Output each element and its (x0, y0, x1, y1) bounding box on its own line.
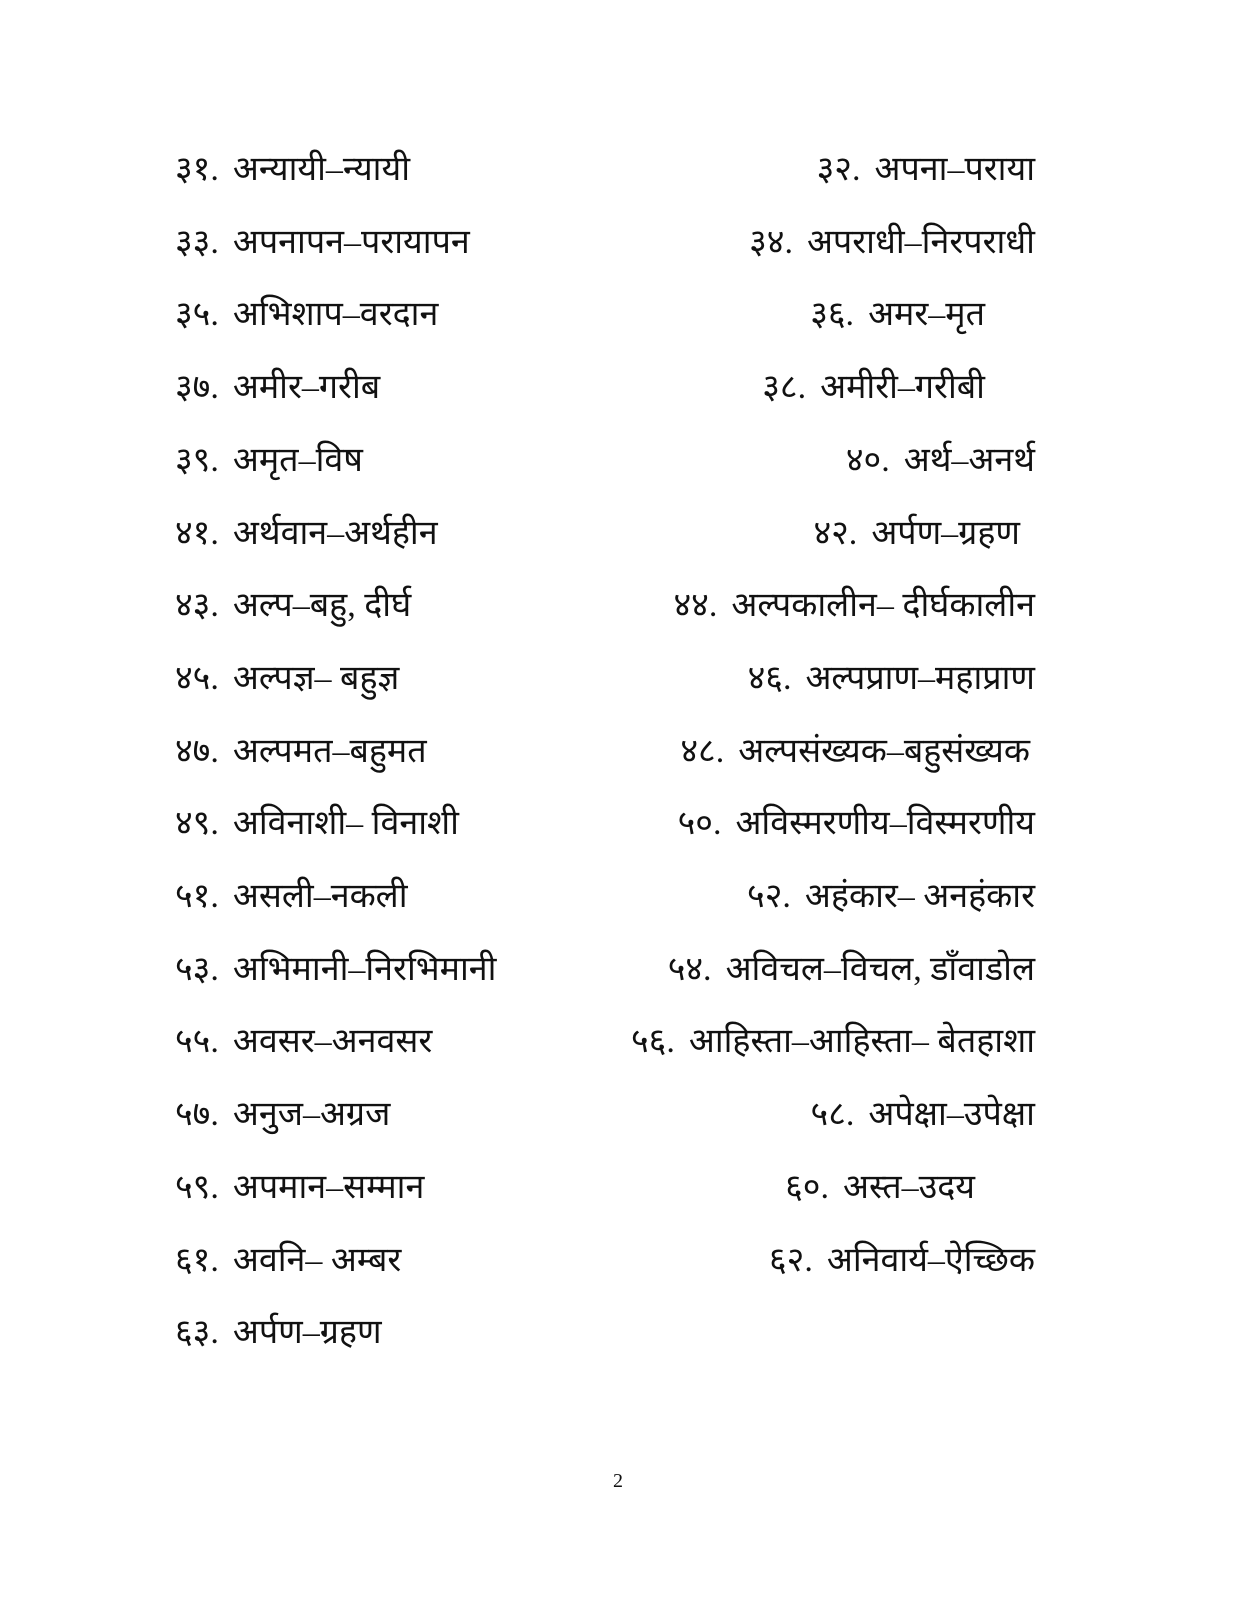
item-antonym-pair: आहिस्ता–आहिस्ता– बेतहाशा (688, 1023, 1035, 1061)
item-number: ३७. (175, 369, 219, 407)
list-item (748, 659, 1035, 699)
item-number: ६३. (175, 1314, 219, 1352)
list-item (175, 877, 408, 917)
list-row (175, 950, 1035, 1010)
item-number: ६०. (785, 1168, 829, 1206)
list-item (749, 223, 1035, 263)
item-antonym-pair: अर्पण–ग्रहण (232, 1314, 382, 1352)
list-row (175, 1241, 1035, 1301)
list-item (175, 514, 438, 554)
item-number: ४०. (845, 441, 890, 479)
item-number: ३६. (810, 296, 855, 334)
list-item (175, 1241, 401, 1281)
list-row (175, 1022, 1035, 1082)
list-item (175, 732, 427, 772)
list-item (175, 1168, 424, 1208)
list-row (175, 368, 1035, 428)
list-item (175, 1022, 432, 1062)
item-antonym-pair: अविनाशी– विनाशी (232, 805, 459, 843)
list-row (175, 1095, 1035, 1155)
list-row (175, 732, 1035, 792)
list-item (175, 586, 411, 626)
list-item (674, 586, 1036, 626)
list-item (678, 804, 1035, 844)
item-number: ३८. (762, 369, 807, 407)
item-number: ४२. (813, 514, 858, 552)
list-item (668, 950, 1035, 990)
list-row (175, 1168, 1035, 1228)
list-item (175, 368, 380, 408)
item-antonym-pair: अल्पज्ञ– बहुज्ञ (232, 659, 400, 697)
item-antonym-pair: अल्प–बहु, दीर्घ (232, 587, 412, 625)
list-item (631, 1022, 1035, 1062)
item-antonym-pair: अविस्मरणीय–विस्मरणीय (735, 805, 1035, 843)
list-item (175, 150, 410, 190)
list-item (762, 368, 985, 408)
item-antonym-pair: अमृत–विष (232, 441, 363, 479)
item-antonym-pair: अपना–पराया (874, 151, 1035, 188)
list-item (769, 1241, 1035, 1281)
list-row (175, 441, 1035, 501)
list-row (175, 1313, 1035, 1373)
item-antonym-pair: अल्पप्राण–महाप्राण (805, 659, 1035, 697)
list-row (175, 804, 1035, 864)
list-item (175, 441, 363, 481)
item-antonym-pair: अविचल–विचल, डाँवाडोल (725, 950, 1035, 988)
list-item (680, 732, 1030, 772)
list-item (175, 1095, 390, 1135)
item-antonym-pair: अस्त–उदय (843, 1168, 975, 1206)
list-item (813, 514, 1020, 554)
item-number: ५०. (677, 805, 722, 843)
item-antonym-pair: अवसर–अनवसर (232, 1023, 433, 1061)
item-number: ३२. (816, 151, 861, 188)
list-row (175, 150, 1035, 210)
list-row (175, 586, 1035, 646)
item-antonym-pair: अर्थवान–अर्थहीन (232, 514, 438, 552)
item-number: ५५. (175, 1023, 219, 1061)
list-item (175, 950, 496, 990)
item-antonym-pair: अमीर–गरीब (232, 369, 381, 407)
item-antonym-pair: अपमान–सम्मान (232, 1168, 425, 1206)
list-item (175, 1313, 382, 1353)
item-number: ६२. (768, 1241, 813, 1279)
list-row (175, 877, 1035, 937)
item-number: ३९. (175, 441, 219, 479)
list-item (811, 1095, 1035, 1135)
list-item (817, 150, 1035, 190)
list-item (810, 295, 985, 335)
list-item (175, 659, 399, 699)
list-row (175, 295, 1035, 355)
list-row (175, 223, 1035, 283)
item-number: ५८. (810, 1096, 855, 1134)
item-number: ४९. (175, 805, 219, 843)
list-row (175, 514, 1035, 574)
item-number: ३४. (749, 223, 793, 261)
list-row (175, 659, 1035, 719)
item-number: ४४. (673, 587, 718, 625)
item-number: ५७. (175, 1096, 219, 1134)
list-item (846, 441, 1035, 481)
item-antonym-pair: अवनि– अम्बर (232, 1241, 402, 1279)
item-antonym-pair: अमीरी–गरीबी (820, 369, 985, 407)
item-antonym-pair: अभिशाप–वरदान (232, 296, 439, 334)
item-antonym-pair: अनिवार्य–ऐच्छिक (826, 1241, 1035, 1279)
item-antonym-pair: अन्यायी–न्यायी (232, 151, 411, 188)
item-antonym-pair: अर्थ–अनर्थ (903, 441, 1035, 479)
item-antonym-pair: अल्पकालीन– दीर्घकालीन (731, 587, 1035, 625)
item-antonym-pair: अमर–मृत (868, 296, 985, 334)
item-number: ४५. (175, 659, 219, 697)
item-antonym-pair: अहंकार– अनहंकार (804, 878, 1035, 915)
list-item (175, 223, 470, 263)
item-number: ५९. (175, 1168, 219, 1206)
item-number: ५२. (747, 878, 791, 915)
list-item (747, 877, 1035, 917)
item-antonym-pair: अनुज–अग्रज (232, 1096, 391, 1134)
item-antonym-pair: अल्पमत–बहुमत (232, 732, 427, 770)
item-antonym-pair: अपनापन–परायापन (232, 223, 470, 261)
item-number: ६१. (175, 1241, 219, 1279)
item-number: ५१. (175, 878, 219, 915)
item-number: ३५. (175, 296, 219, 334)
item-number: ४७. (175, 732, 219, 770)
item-number: ४८. (680, 732, 725, 770)
item-number: ३३. (175, 223, 219, 261)
item-number: ४३. (175, 587, 219, 625)
item-antonym-pair: अभिमानी–निरभिमानी (232, 950, 497, 988)
page-number: 2 (613, 1470, 623, 1492)
list-item (175, 295, 438, 335)
item-number: ४१. (175, 514, 219, 552)
item-number: ५६. (631, 1023, 675, 1061)
item-antonym-pair: अपेक्षा–उपेक्षा (868, 1096, 1035, 1134)
item-number: ५४. (667, 950, 712, 988)
item-antonym-pair: असली–नकली (232, 878, 408, 915)
list-item (175, 804, 459, 844)
item-number: ४६. (747, 659, 792, 697)
item-antonym-pair: अल्पसंख्यक–बहुसंख्यक (738, 732, 1030, 770)
list-item (785, 1168, 975, 1208)
item-number: ३१. (175, 151, 219, 188)
item-number: ५३. (175, 950, 219, 988)
item-antonym-pair: अर्पण–ग्रहण (871, 514, 1020, 552)
item-antonym-pair: अपराधी–निरपराधी (806, 223, 1035, 261)
